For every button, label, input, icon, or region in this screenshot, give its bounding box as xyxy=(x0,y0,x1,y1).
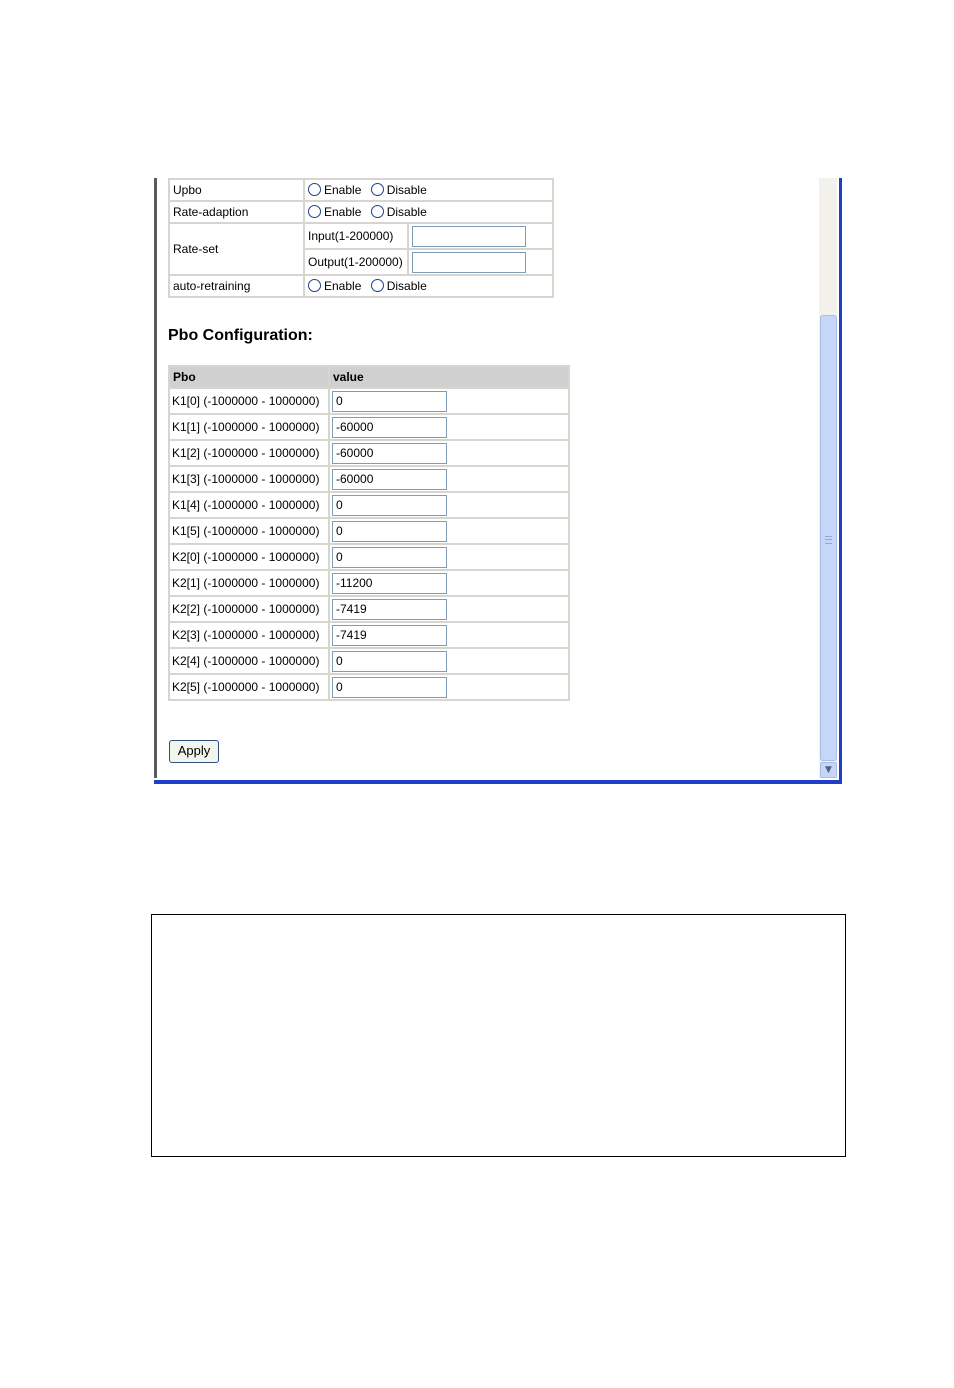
upbo-disable-radio[interactable]: Disable xyxy=(371,183,427,197)
browser-window xyxy=(154,178,842,784)
config-row-rate-set-input xyxy=(169,223,553,249)
window-left-border xyxy=(154,178,157,778)
pbo-value-input[interactable]: 0 xyxy=(332,495,447,516)
table-row xyxy=(169,544,569,570)
pbo-value-input[interactable]: 0 xyxy=(332,677,447,698)
rate-set-output-field[interactable] xyxy=(412,252,526,273)
empty-frame-box xyxy=(151,914,846,1157)
rate-set-output-label: Output(1-200000) xyxy=(304,249,408,275)
pbo-header-row xyxy=(169,366,569,388)
pbo-value-input[interactable]: -7419 xyxy=(332,625,447,646)
pbo-value-input[interactable]: -60000 xyxy=(332,469,447,490)
pbo-label: K2[5] (-1000000 - 1000000) xyxy=(169,674,329,700)
table-row xyxy=(169,518,569,544)
table-row xyxy=(169,492,569,518)
pbo-label: K1[3] (-1000000 - 1000000) xyxy=(169,466,329,492)
pbo-value-input[interactable]: 0 xyxy=(332,651,447,672)
radio-icon[interactable] xyxy=(371,183,384,196)
pbo-label: K2[1] (-1000000 - 1000000) xyxy=(169,570,329,596)
pbo-label: K1[4] (-1000000 - 1000000) xyxy=(169,492,329,518)
window-right-border xyxy=(839,178,842,784)
scroll-thumb[interactable] xyxy=(820,315,837,761)
auto-retraining-enable-radio[interactable]: Enable xyxy=(308,279,361,293)
pbo-label: K1[0] (-1000000 - 1000000) xyxy=(169,388,329,414)
radio-icon[interactable] xyxy=(371,279,384,292)
window-bottom-border xyxy=(154,780,842,784)
config-label: Upbo xyxy=(169,179,304,201)
table-row xyxy=(169,622,569,648)
pbo-label: K1[2] (-1000000 - 1000000) xyxy=(169,440,329,466)
pbo-label: K1[1] (-1000000 - 1000000) xyxy=(169,414,329,440)
pbo-value-input[interactable]: -7419 xyxy=(332,599,447,620)
config-row-rate-adaption xyxy=(169,201,553,223)
rate-set-input-label: Input(1-200000) xyxy=(304,223,408,249)
config-label: Rate-set xyxy=(169,223,304,275)
pbo-label: K2[4] (-1000000 - 1000000) xyxy=(169,648,329,674)
pbo-value-input[interactable]: 0 xyxy=(332,391,447,412)
radio-icon[interactable] xyxy=(308,279,321,292)
table-row xyxy=(169,648,569,674)
pbo-header-value: value xyxy=(329,366,569,388)
rate-adaption-enable-radio[interactable]: Enable xyxy=(308,205,361,219)
pbo-value-input[interactable]: 0 xyxy=(332,547,447,568)
pbo-label: K2[2] (-1000000 - 1000000) xyxy=(169,596,329,622)
grip-icon xyxy=(825,536,832,544)
pbo-value-input[interactable]: -11200 xyxy=(332,573,447,594)
page-content xyxy=(168,178,808,758)
chevron-down-icon[interactable]: ▼ xyxy=(820,762,837,778)
line-config-table xyxy=(168,178,554,298)
upbo-enable-radio[interactable]: Enable xyxy=(308,183,361,197)
apply-button[interactable]: Apply xyxy=(169,740,219,763)
radio-icon[interactable] xyxy=(308,205,321,218)
vertical-scrollbar[interactable] xyxy=(819,178,837,778)
table-row xyxy=(169,596,569,622)
auto-retraining-disable-radio[interactable]: Disable xyxy=(371,279,427,293)
pbo-header-pbo: Pbo xyxy=(169,366,329,388)
table-row xyxy=(169,674,569,700)
table-row xyxy=(169,570,569,596)
radio-icon[interactable] xyxy=(371,205,384,218)
radio-icon[interactable] xyxy=(308,183,321,196)
pbo-label: K2[3] (-1000000 - 1000000) xyxy=(169,622,329,648)
config-label: Rate-adaption xyxy=(169,201,304,223)
pbo-table xyxy=(168,365,570,701)
rate-set-input-field[interactable] xyxy=(412,226,526,247)
pbo-section-title: Pbo Configuration: xyxy=(168,327,313,344)
table-row xyxy=(169,388,569,414)
config-row-auto-retraining xyxy=(169,275,553,297)
pbo-label: K1[5] (-1000000 - 1000000) xyxy=(169,518,329,544)
table-row xyxy=(169,440,569,466)
table-row xyxy=(169,466,569,492)
table-row xyxy=(169,414,569,440)
pbo-value-input[interactable]: -60000 xyxy=(332,443,447,464)
pbo-value-input[interactable]: -60000 xyxy=(332,417,447,438)
config-row-upbo xyxy=(169,179,553,201)
rate-adaption-disable-radio[interactable]: Disable xyxy=(371,205,427,219)
pbo-value-input[interactable]: 0 xyxy=(332,521,447,542)
pbo-label: K2[0] (-1000000 - 1000000) xyxy=(169,544,329,570)
config-label: auto-retraining xyxy=(169,275,304,297)
